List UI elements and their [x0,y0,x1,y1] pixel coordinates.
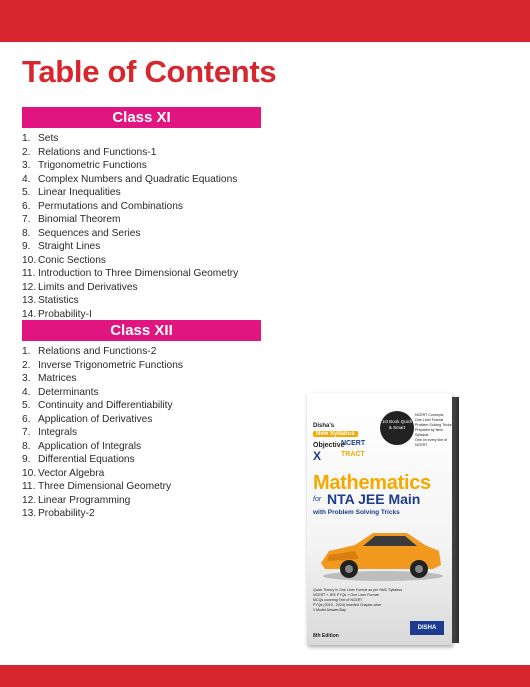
class-xii-heading: Class XII [22,320,261,341]
chapter-title: Three Dimensional Geometry [38,481,172,492]
chapter-title: Determinants [38,386,99,398]
chapter-title: Application of Integrals [38,440,142,452]
chapter-item [22,507,183,521]
chapter-number: 9. [22,454,31,465]
book-cover-image [307,393,459,645]
chapter-item [22,386,183,400]
chapter-number: 10. [22,254,37,266]
chapter-title: Limits and Derivatives [38,281,138,293]
chapter-title: Integrals [38,427,78,438]
chapter-item [22,173,238,187]
chapter-number: 10. [22,467,37,479]
chapter-item [22,372,183,386]
chapter-item [22,146,238,160]
book-tag: New Syllabus [313,431,358,437]
book-feature-item: One Liner Format [415,418,444,422]
book-badge: 1st Book Quick & Smart [380,411,414,445]
class-xi-heading: Class XI [22,107,261,128]
chapter-title: Probability-I [38,308,92,320]
chapter-title: Vector Algebra [38,467,105,479]
chapter-number: 5. [22,187,31,198]
chapter-title: Probability-2 [38,508,95,519]
chapter-title: Conic Sections [38,254,106,266]
book-feature-item: Prepared by New Syllabus [415,428,443,437]
chapter-item [22,467,183,481]
chapter-number: 12. [22,281,37,293]
book-feature-list [415,413,452,448]
chapter-title: Straight Lines [38,241,101,252]
chapter-item [22,413,183,427]
book-ncert-label: NCERT [341,440,366,447]
chapter-title: Linear Inequalities [38,187,121,198]
chapter-item [22,399,183,413]
chapter-item [22,294,238,308]
book-bullet-item: MCQs covering Text of NCERT [313,598,363,602]
book-x-logo: X [313,449,322,463]
book-bullet-list [313,588,403,613]
chapter-number: 6. [22,413,31,425]
chapter-title: Continuity and Differentiability [38,400,173,411]
chapter-number: 2. [22,146,31,158]
chapter-number: 4. [22,173,31,185]
bottom-red-bar [0,665,530,687]
chapter-item [22,345,183,359]
chapter-number: 3. [22,373,31,384]
chapter-title: Complex Numbers and Quadratic Equations [38,173,238,185]
book-bullet-item: Quick Theory in One Liner Format as per NMC Syllabus [313,588,403,592]
book-spine [451,397,459,643]
chapter-number: 6. [22,200,31,212]
publisher-logo: DISHA [410,621,444,635]
chapter-item [22,440,183,454]
chapter-title: Inverse Trigonometric Functions [38,359,183,371]
chapter-title: Introduction to Three Dimensional Geometry [38,268,239,279]
chapter-number: 13. [22,295,37,306]
chapter-item [22,132,238,146]
chapter-number: 14. [22,308,37,320]
book-feature-item: Problem Solving Tricks [415,423,452,427]
chapter-number: 12. [22,494,37,506]
chapter-title: Linear Programming [38,494,131,506]
chapter-item [22,227,238,241]
chapter-number: 9. [22,241,31,252]
chapter-number: 7. [22,214,31,225]
chapter-item [22,254,238,268]
book-feature-item: One on every line of NCERT [415,438,448,447]
chapter-item [22,426,183,440]
chapter-title: Differential Equations [38,454,135,465]
chapter-title: Application of Derivatives [38,413,153,425]
chapter-number: 3. [22,160,31,171]
chapter-item [22,453,183,467]
top-red-bar [0,0,530,42]
chapter-item [22,200,238,214]
chapter-number: 1. [22,133,31,144]
chapter-item [22,267,238,281]
chapter-number: 13. [22,508,37,519]
chapter-title: Statistics [38,295,79,306]
chapter-number: 1. [22,346,31,357]
chapter-title: Binomial Theorem [38,214,121,225]
class-xii-chapter-list [22,345,183,521]
chapter-item [22,240,238,254]
book-main-title: Mathematics [313,472,431,494]
chapter-title: Sets [38,133,59,144]
chapter-number: 11. [22,481,36,492]
chapter-title: Relations and Functions-2 [38,346,157,357]
book-cover [307,393,452,645]
chapter-number: 8. [22,440,31,452]
chapter-title: Sequences and Series [38,227,141,239]
chapter-title: Trigonometric Functions [38,160,147,171]
chapter-item [22,359,183,373]
chapter-title: Permutations and Combinations [38,200,183,212]
chapter-item [22,186,238,200]
book-for-word: for [313,496,322,503]
car-illustration [315,521,445,583]
chapter-number: 4. [22,386,31,398]
chapter-number: 8. [22,227,31,239]
book-exam-title: NTA JEE Main [327,491,421,507]
chapter-item [22,494,183,508]
chapter-number: 11. [22,268,36,279]
book-tract-label: TRACT [341,451,365,458]
chapter-item [22,308,238,322]
chapter-item [22,213,238,227]
book-subtitle: with Problem Solving Tricks [313,509,400,516]
chapter-item [22,159,238,173]
chapter-number: 2. [22,359,31,371]
book-edition: 8th Edition [313,633,339,639]
page-title: Table of Contents [22,54,277,89]
book-publisher-name: Disha's [313,423,335,429]
book-objective-label: Objective [313,442,345,449]
book-feature-item: NCERT Concepts [415,413,444,417]
book-bullet-item: NCERT + JEE PYQs + One Liner Format [313,593,379,597]
chapter-title: Relations and Functions-1 [38,146,157,158]
chapter-number: 5. [22,400,31,411]
book-bullet-item: PYQs (2019 - 2024) Inserted Chapter-wise [313,603,382,607]
book-bullet-item: 1 Model Answer/Day [313,608,346,612]
chapter-title: Matrices [38,373,77,384]
chapter-item [22,281,238,295]
chapter-number: 7. [22,427,31,438]
chapter-item [22,480,183,494]
class-xi-chapter-list [22,132,238,321]
